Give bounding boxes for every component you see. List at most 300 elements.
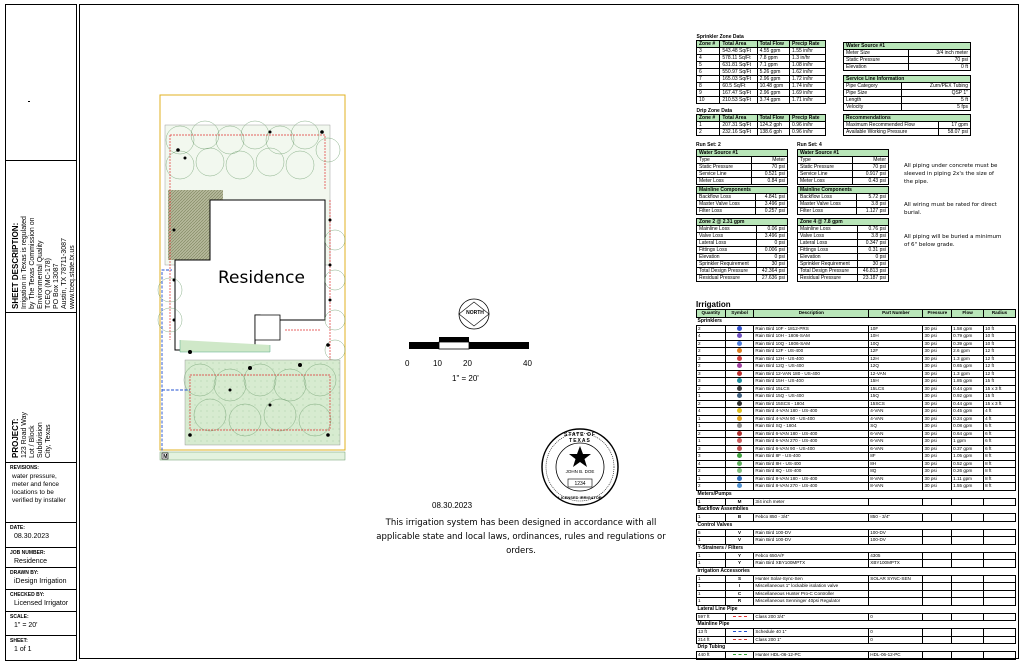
drawn-by-value: iDesign Irrigation [14, 578, 67, 585]
drip-zone-header-cell: Zone # [697, 115, 720, 122]
table-row [697, 460, 1016, 468]
legend-pressure: 30 psi [923, 325, 952, 333]
legend-symbol-cell [725, 598, 754, 606]
legend-symbol-cell [725, 325, 754, 333]
legend-flow [952, 590, 984, 598]
legend-symbol-cell [725, 629, 754, 637]
legend-quantity: 1 [697, 514, 726, 522]
sprinkler-symbol-icon [737, 333, 742, 338]
sprinkler-zone-cell: 631.81 Sq/Ft [720, 62, 757, 69]
component-symbol-icon: V [738, 537, 742, 542]
legend-symbol-cell [725, 590, 754, 598]
component-symbol-icon: R [737, 598, 742, 603]
legend-section-label: Control Valves [697, 521, 733, 528]
legend-pressure [923, 537, 952, 545]
legend-description: Febco 650A/F [754, 552, 869, 560]
sprinkler-zone-cell: 1.08 in/hr [790, 62, 826, 69]
table-row [697, 408, 1016, 416]
scale-tick-40: 40 [523, 359, 532, 368]
table-row [697, 385, 1016, 393]
legend-flow [952, 575, 984, 583]
sprinkler-zone-cell: 7.1 gpm [757, 62, 789, 69]
sprinkler-symbol-icon [737, 378, 742, 383]
legend-quantity: 2 [697, 385, 726, 393]
seal-date: 08.30.2023 [432, 501, 473, 510]
table-row [697, 468, 1016, 476]
sprinkler-symbol-icon [737, 453, 742, 458]
legend-section-label: Mainline Pipe [697, 621, 730, 628]
table-row [798, 194, 889, 201]
legend-part-number: 4305 [869, 552, 923, 560]
sheet-description-label: SHEET DESCRIPTION: [11, 222, 20, 309]
sprinkler-zone-cell: 1.55 in/hr [790, 48, 826, 55]
run-set-4-mainline-table [797, 186, 889, 215]
legend-quantity: 4 [697, 333, 726, 341]
legend-part-number: 12F [869, 348, 923, 356]
table-row [697, 90, 826, 97]
legend-pressure [923, 575, 952, 583]
checked-by-cell [6, 589, 76, 611]
run-set-4-mainline-key: Backflow Loss [798, 194, 857, 201]
run-set-2-zone-key: Total Design Pressure [697, 268, 757, 275]
date-value: 08.30.2023 [14, 533, 50, 540]
legend-symbol-cell [725, 445, 754, 453]
run-set-2-zone-value: 0.006 psi [757, 247, 788, 254]
legend-description: Rain Bird 8-VAN 180 - US-400 [754, 475, 869, 483]
scale-caption: 1" = 20' [452, 374, 479, 383]
legend-header-cell: Symbol [725, 310, 754, 318]
legend-radius: 5 ft [984, 423, 1016, 431]
table-row [697, 598, 1016, 606]
table-row [697, 261, 788, 268]
legend-pressure [923, 598, 952, 606]
legend-radius: 15 x 3 ft [984, 385, 1016, 393]
legend-pressure: 30 psi [923, 333, 952, 341]
revisions-text: water pressure, meter and fence locations to be verified by installer [12, 473, 66, 504]
legend-section-label: Y-Strainers / Filters [697, 544, 744, 551]
table-row [697, 400, 1016, 408]
legend-flow [952, 613, 984, 621]
legend-description: Miscellaneous 1" lockable isolation valve [754, 583, 869, 591]
legend-section-row [697, 317, 1016, 325]
sprinkler-zone-cell: 10 [697, 97, 720, 104]
legend-pressure [923, 583, 952, 591]
project-line: City, Texas [45, 424, 52, 458]
sidewalk-strip [160, 452, 345, 460]
legend-flow: 0.26 gpm [952, 468, 984, 476]
legend-section-row [697, 621, 1016, 629]
legend-flow [952, 560, 984, 568]
legend-radius: 6 ft [984, 430, 1016, 438]
sprinkler-zone-cell: 543.48 Sq/Ft [720, 48, 757, 55]
revisions-label: REVISIONS: [10, 465, 39, 471]
service-line-value: 5 fps [902, 104, 971, 111]
legend-quantity: 1 [697, 393, 726, 401]
run-set-4-zone-value: 23.187 psi [858, 275, 889, 282]
project-label: PROJECT: [11, 418, 20, 458]
table-row [798, 164, 889, 171]
run-set-2-water-source-title: Water Source #1 [697, 150, 788, 157]
table-row [697, 629, 1016, 637]
drawn-by-label: DRAWN BY: [10, 570, 39, 576]
run-set-2-mainline-value: 4.841 psi [755, 194, 787, 201]
legend-flow [952, 629, 984, 637]
table-row [697, 393, 1016, 401]
legend-pressure: 30 psi [923, 385, 952, 393]
legend-pressure: 30 psi [923, 393, 952, 401]
legend-quantity: 1 [697, 498, 726, 506]
irrigation-legend [696, 300, 1016, 660]
water-source-value: 70 psi [909, 57, 971, 64]
run-set-4-zone-key: Lateral Loss [798, 240, 858, 247]
service-line-value: QSP 1" [902, 90, 971, 97]
sprinkler-zone-cell: 165.03 Sq/Ft [720, 76, 757, 83]
legend-symbol-cell [725, 423, 754, 431]
legend-radius: 8 ft [984, 475, 1016, 483]
seal-bottom-text: LICENSED IRRIGATOR [558, 495, 602, 500]
run-set-2-mainline-title-row [697, 187, 788, 194]
legend-description: Schedule 40 1" [754, 629, 869, 637]
legend-symbol-cell [725, 468, 754, 476]
legend-description: Miscellaneous Senninger 40psi Regulator [754, 598, 869, 606]
sprinkler-zone-cell: 3 [697, 48, 720, 55]
sprinkler-symbol-icon [737, 431, 742, 436]
legend-symbol-cell [725, 370, 754, 378]
run-set-2-zone-key: Residual Pressure [697, 275, 757, 282]
legend-quantity: 4 [697, 460, 726, 468]
water-source-key: Static Pressure [844, 57, 909, 64]
table-row [697, 325, 1016, 333]
legend-part-number: 4-VAN [869, 415, 923, 423]
legend-part-number: 4-VAN [869, 408, 923, 416]
run-set-2-zone-key: Valve Loss [697, 233, 757, 240]
run-set-2-mainline-table [696, 186, 788, 215]
legend-description: Rain Bird 12F - US-400 [754, 348, 869, 356]
sheet-description-line: Irrigation in Texas is regulated [21, 216, 28, 309]
legend-part-number: 15LCS [869, 385, 923, 393]
sprinkler-zone-cell: 550.97 Sq/Ft [720, 69, 757, 76]
legend-pressure [923, 529, 952, 537]
legend-quantity: 3 [697, 370, 726, 378]
service-line-title: Service Line Information [844, 76, 971, 83]
recommendations-value: 58.07 psi [938, 129, 970, 136]
legend-radius [984, 590, 1016, 598]
run-set-2-water-source-key: Service Line [697, 171, 752, 178]
run-set-4-zone-value: 0.31 psi [858, 247, 889, 254]
table-row [798, 201, 889, 208]
table-row [697, 498, 1016, 506]
legend-symbol-cell [725, 575, 754, 583]
legend-flow: 2.6 gpm [952, 348, 984, 356]
legend-description: Rain Bird 100-DV [754, 529, 869, 537]
run-set-2-zone-value: 0.06 psi [757, 226, 788, 233]
legend-pressure: 30 psi [923, 460, 952, 468]
legend-section-row [697, 490, 1016, 498]
legend-quantity: 2 [697, 483, 726, 491]
legend-radius: 12 ft [984, 355, 1016, 363]
table-row [798, 178, 889, 185]
legend-flow: 1 gpm [952, 438, 984, 446]
run-set-2-zone-key: Mainline Loss [697, 226, 757, 233]
run-set-4-zone-value: 0 psi [858, 254, 889, 261]
run-set-2-zone-table [696, 218, 788, 282]
legend-quantity: 3 [697, 355, 726, 363]
note-wiring: All wiring must be rated for direct burial. [904, 202, 997, 216]
sheet-description-line: Austin, TX 78711-3087 [61, 238, 68, 309]
legend-radius [984, 537, 1016, 545]
run-set-4-zone-key: Mainline Loss [798, 226, 858, 233]
legend-flow: 1.05 gpm [952, 453, 984, 461]
sprinkler-zone-title: Sprinkler Zone Data [696, 34, 744, 40]
table-row [697, 415, 1016, 423]
legend-symbol-cell [725, 453, 754, 461]
sprinkler-zone-cell: 10.48 gpm [757, 83, 789, 90]
table-row [697, 178, 788, 185]
component-symbol-icon: Y [738, 560, 742, 565]
checked-by-value: Licensed Irrigator [14, 600, 69, 607]
run-set-4-water-source-title-row [798, 150, 889, 157]
legend-pressure: 30 psi [923, 423, 952, 431]
table-row [697, 378, 1016, 386]
seal-number: 1234 [574, 481, 586, 487]
drip-zone-header-cell: Total Area [720, 115, 757, 122]
drip-zone-cell: 138.6 gph [757, 129, 789, 136]
legend-flow [952, 583, 984, 591]
scale-tick-0: 0 [405, 359, 410, 368]
legend-radius: 8 ft [984, 483, 1016, 491]
graphic-scale-bar [408, 336, 534, 352]
legend-flow: 1.3 gpm [952, 355, 984, 363]
legend-radius: 4 ft [984, 408, 1016, 416]
run-set-4-mainline-title: Mainline Components [798, 187, 889, 194]
legend-radius [984, 498, 1016, 506]
legend-description: Rain Bird XBY100MPTX [754, 560, 869, 568]
compliance-statement [366, 516, 676, 558]
service-line-value: 5 ft [902, 97, 971, 104]
run-set-4-zone-title: Zone 4 @ 7.8 gpm [798, 219, 889, 226]
legend-quantity: 1 [697, 552, 726, 560]
legend-description: Hunter HDL-06-12-PC [754, 652, 869, 660]
legend-quantity: 13 ft [697, 629, 726, 637]
legend-section-label: Sprinklers [697, 317, 722, 324]
legend-flow: 1.3 gpm [952, 370, 984, 378]
legend-symbol-cell [725, 498, 754, 506]
table-row [697, 453, 1016, 461]
legend-part-number [869, 590, 923, 598]
legend-flow [952, 514, 984, 522]
legend-flow: 1.58 gpm [952, 325, 984, 333]
legend-symbol-cell [725, 340, 754, 348]
legend-pressure: 30 psi [923, 363, 952, 371]
sprinkler-zone-cell: 6 [697, 69, 720, 76]
table-row [844, 57, 971, 64]
sprinkler-symbol-icon [737, 408, 742, 413]
legend-part-number [869, 498, 923, 506]
table-row [697, 583, 1016, 591]
legend-pressure [923, 498, 952, 506]
legend-pressure [923, 613, 952, 621]
legend-description: Class 200 1" [754, 636, 869, 644]
sprinkler-symbol-icon [737, 461, 742, 466]
legend-section-row [697, 567, 1016, 575]
run-set-2-water-source-value: Meter [752, 157, 788, 164]
legend-radius: 10 ft [984, 325, 1016, 333]
scale-tick-20: 20 [463, 359, 472, 368]
legend-radius [984, 560, 1016, 568]
sheet-description-text [12, 216, 77, 309]
run-set-4-zone-key: Valve Loss [798, 233, 858, 240]
run-set-4-zone-key: Sprinkler Requirement [798, 261, 858, 268]
run-set-4-mainline-value: 5.72 psi [856, 194, 888, 201]
legend-pressure: 30 psi [923, 453, 952, 461]
legend-flow: 0.65 gpm [952, 363, 984, 371]
project-line: Lot / Block [29, 425, 36, 458]
legend-pressure: 30 psi [923, 415, 952, 423]
legend-radius [984, 529, 1016, 537]
run-set-2-zone-key: Fittings Loss [697, 247, 757, 254]
table-row [697, 69, 826, 76]
run-set-4-water-source-value: 0.43 psi [853, 178, 889, 185]
legend-quantity: 1 [697, 583, 726, 591]
run-set-4-water-source-key: Static Pressure [798, 164, 853, 171]
scale-label: SCALE: [10, 614, 29, 620]
run-set-2-water-source-value: 0.521 psi [752, 171, 788, 178]
table-row [697, 438, 1016, 446]
legend-quantity: 4 [697, 408, 726, 416]
legend-header-cell: Radius [984, 310, 1016, 318]
legend-part-number: 8F [869, 453, 923, 461]
legend-section-row [697, 506, 1016, 514]
legend-quantity: 1 [697, 423, 726, 431]
run-set-4-zone-table [797, 218, 889, 282]
legend-quantity: 1 [697, 590, 726, 598]
run-set-4-zone-value: 30 psi [858, 261, 889, 268]
run-set-4-zone-value: 46.813 psi [858, 268, 889, 275]
drip-zone-header-cell: Precip Rate [790, 115, 826, 122]
legend-radius [984, 552, 1016, 560]
sprinkler-zone-header-cell: Zone # [697, 41, 720, 48]
component-symbol-icon: S [738, 575, 742, 581]
table-row [697, 370, 1016, 378]
legend-pressure: 30 psi [923, 483, 952, 491]
pipe-symbol-icon [733, 616, 747, 617]
legend-flow: 1.85 gpm [952, 378, 984, 386]
run-set-2-zone-value: 27.636 psi [757, 275, 788, 282]
sprinkler-zone-header-row [697, 41, 826, 48]
table-row [697, 97, 826, 104]
run-set-4-zone-key: Fittings Loss [798, 247, 858, 254]
note-sleeving: All piping under concrete must be sleeved in piping 2x's the size of the pipe. [904, 163, 998, 185]
table-row [697, 475, 1016, 483]
legend-header-cell: Part Number [869, 310, 923, 318]
sheet-description-line: TCEQ (MC-178) [45, 258, 52, 309]
scale-cell [6, 611, 76, 635]
legend-description: Rain Bird 12H - US-400 [754, 355, 869, 363]
table-row [697, 164, 788, 171]
drip-zone-cell: 0.96 in/hr [790, 122, 826, 129]
legend-flow: 0.24 gpm [952, 415, 984, 423]
run-set-2-title: Run Set: 2 [696, 142, 721, 148]
service-line-key: Length [844, 97, 902, 104]
component-symbol-icon: I [738, 583, 741, 588]
legend-radius [984, 629, 1016, 637]
sprinkler-zone-cell: 8 [697, 83, 720, 90]
legend-pressure: 30 psi [923, 430, 952, 438]
legend-part-number: 15SCS [869, 400, 923, 408]
sheet-cell [6, 635, 76, 660]
legend-pressure: 30 psi [923, 378, 952, 386]
sprinkler-symbol-icon [737, 416, 742, 421]
title-block [5, 4, 77, 661]
sprinkler-symbol-icon [737, 363, 742, 368]
legend-part-number: 0 [869, 636, 923, 644]
table-row [798, 247, 889, 254]
legend-description: Rain Bird SQ - 1804 [754, 423, 869, 431]
table-row [697, 275, 788, 282]
sprinkler-zone-cell: 210.53 Sq/Ft [720, 97, 757, 104]
sprinkler-symbol-icon [737, 483, 742, 488]
run-set-4-zone-key: Residual Pressure [798, 275, 858, 282]
run-set-4-mainline-value: 3.8 psi [856, 201, 888, 208]
legend-quantity: 2 [697, 340, 726, 348]
legend-part-number: 10Q [869, 340, 923, 348]
drip-zone-title: Drip Zone Data [696, 108, 733, 114]
run-set-4-water-source-key: Meter Loss [798, 178, 853, 185]
legend-quantity: 1 [697, 575, 726, 583]
sprinkler-symbol-icon [737, 326, 742, 331]
legend-pressure: 30 psi [923, 445, 952, 453]
drip-zone-data-table [696, 108, 826, 136]
drip-zone-cell: 1 [697, 122, 720, 129]
sprinkler-symbol-icon [737, 386, 742, 391]
legend-quantity: 597 ft [697, 613, 726, 621]
sprinkler-zone-cell: 2.96 gpm [757, 76, 789, 83]
legend-part-number: 8Q [869, 468, 923, 476]
legend-pressure [923, 629, 952, 637]
drip-zone-cell: 2 [697, 129, 720, 136]
legend-flow [952, 652, 984, 660]
table-row [697, 171, 788, 178]
legend-part-number: 12-VAN [869, 370, 923, 378]
legend-description: Rain Bird 6-VAN 270 - US-400 [754, 438, 869, 446]
sprinkler-zone-cell: 9 [697, 90, 720, 97]
legend-quantity: 1 [697, 537, 726, 545]
legend-flow: 0.39 gpm [952, 340, 984, 348]
water-source-value: 0 ft [909, 64, 971, 71]
pipe-symbol-icon [733, 654, 747, 655]
legend-flow [952, 598, 984, 606]
table-row [798, 171, 889, 178]
table-row [844, 83, 971, 90]
project-line: Subdivision [37, 422, 44, 458]
legend-section-row [697, 644, 1016, 652]
service-line-key: Pipe Category [844, 83, 902, 90]
legend-quantity: 1 [697, 475, 726, 483]
sheet-value: 1 of 1 [14, 646, 32, 653]
drip-zone-header-row [697, 115, 826, 122]
run-set-2-zone-value: 42.364 psi [757, 268, 788, 275]
pipe-symbol-icon [733, 639, 747, 640]
legend-quantity: 5 [697, 529, 726, 537]
legend-description: Rain Bird 10Q - 1806-SAM [754, 340, 869, 348]
legend-flow: 0.37 gpm [952, 445, 984, 453]
legend-symbol-cell [725, 408, 754, 416]
run-set-2-zone-key: Lateral Loss [697, 240, 757, 247]
legend-quantity: 2 [697, 430, 726, 438]
garage-footprint [255, 315, 280, 340]
run-set-2-mainline-key: Master Valve Loss [697, 201, 756, 208]
table-row [844, 129, 971, 136]
